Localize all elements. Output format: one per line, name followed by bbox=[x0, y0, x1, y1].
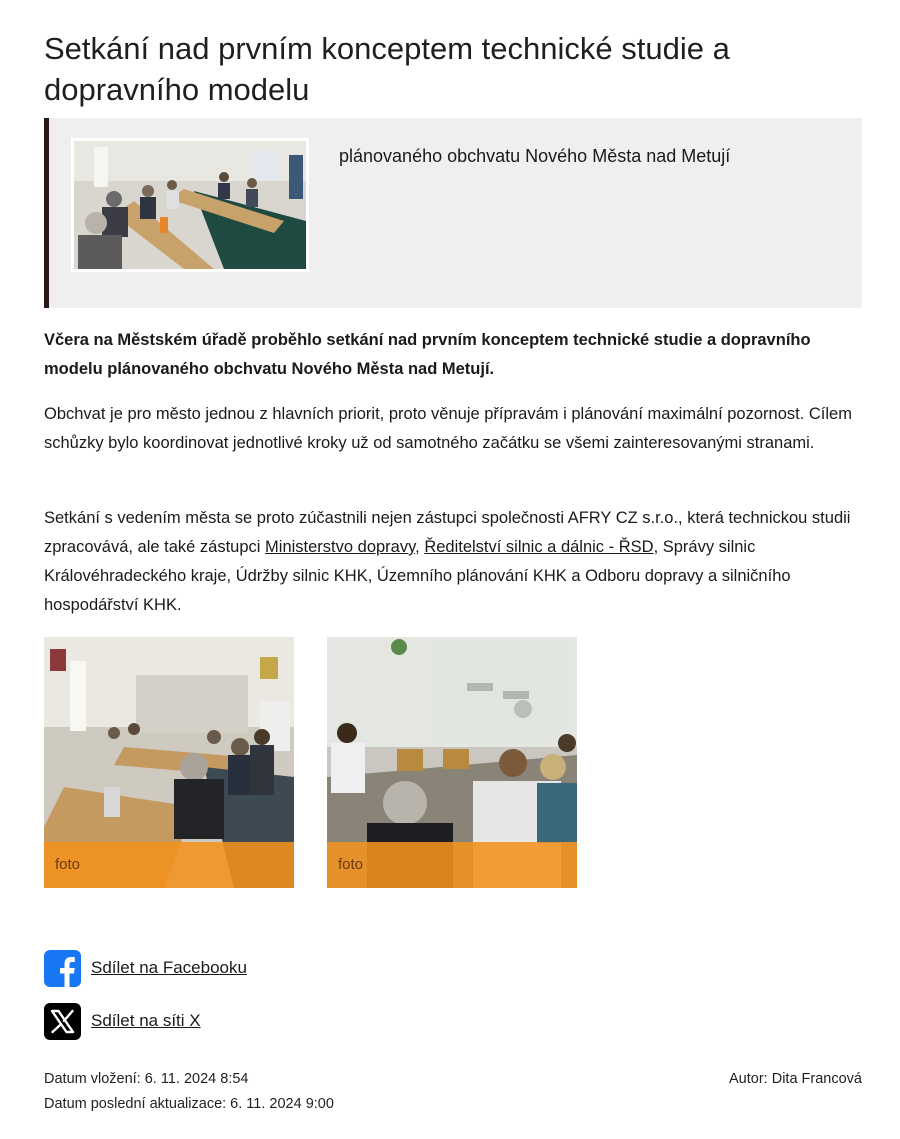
meeting-room-photo bbox=[74, 141, 306, 269]
share-x-link[interactable]: Sdílet na síti X bbox=[91, 1011, 201, 1030]
gallery-photo-1[interactable] bbox=[44, 637, 294, 888]
x-icon[interactable] bbox=[44, 1003, 81, 1040]
perex-text: plánovaného obchvatu Nového Města nad Metují bbox=[339, 146, 731, 166]
created-date: Datum vložení: 6. 11. 2024 8:54 bbox=[44, 1071, 249, 1087]
gallery-photo-2[interactable] bbox=[327, 637, 577, 888]
share-facebook-link[interactable]: Sdílet na Facebooku bbox=[91, 958, 247, 977]
paragraph-text: Setkání s vedením města se proto zúčastnili nejen zástupci společnosti AFRY CZ s.r.o., která technickou studii zpracovává, ale také zástupci bbox=[44, 509, 851, 556]
share-x[interactable] bbox=[44, 1002, 201, 1040]
page-title: Setkání nad prvním konceptem technické studie a dopravního modelu bbox=[44, 31, 730, 107]
paragraph-text: , bbox=[415, 538, 425, 556]
paragraph-text: , Správy silnic Královéhradeckého kraje, Údržby silnic KHK, Územního plánování KHK a Odboru dopravy a silničního hospodářství KHK. bbox=[44, 538, 791, 614]
facebook-icon[interactable] bbox=[44, 950, 81, 987]
link-rsd[interactable]: Ředitelství silnic a dálnic - ŘSD bbox=[424, 538, 654, 556]
perex-box bbox=[44, 118, 862, 308]
updated-date: Datum poslední aktualizace: 6. 11. 2024 9:00 bbox=[44, 1096, 334, 1112]
photo-caption: foto bbox=[327, 842, 577, 888]
body-paragraph-2 bbox=[44, 504, 862, 620]
lead-paragraph: Včera na Městském úřadě proběhlo setkání nad prvním konceptem technické studie a dopravního modelu plánovaného obchvatu Nového Města nad Metují. bbox=[44, 331, 811, 378]
author: Autor: Dita Francová bbox=[729, 1071, 862, 1087]
photo-caption: foto bbox=[44, 842, 294, 888]
perex-photo[interactable] bbox=[71, 138, 309, 272]
link-ministerstvo-dopravy[interactable]: Ministerstvo dopravy bbox=[265, 538, 416, 556]
share-facebook[interactable] bbox=[44, 949, 247, 987]
body-paragraph-1: Obchvat je pro město jednou z hlavních priorit, proto věnuje přípravám i plánování maximální pozornost. Cílem schůzky bylo koordinovat jednotlivé kroky už od samotného začátku se všemi zainteresovanými stranami. bbox=[44, 405, 852, 452]
